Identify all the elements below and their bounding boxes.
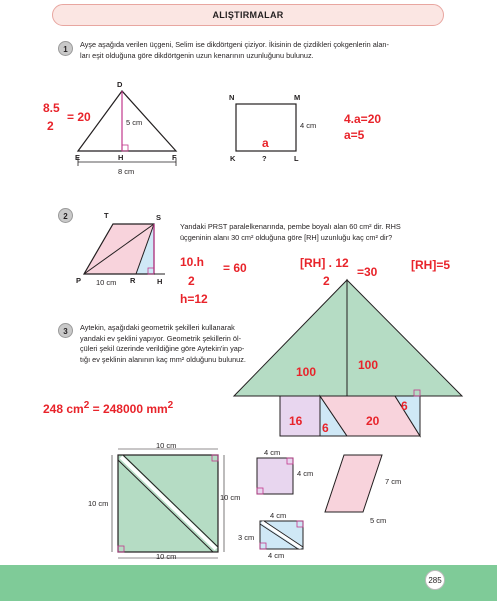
question-3-line3: çüleri şekil üzerinde verildiğine göre Aytekin'in yap- xyxy=(80,344,245,353)
hw-q1-r1: 4.a=20 xyxy=(344,112,382,126)
triangle-def xyxy=(78,91,176,166)
hw-house-right-tri: 6 xyxy=(401,399,408,413)
label-big-left: 10 cm xyxy=(88,499,109,508)
label-tri-bottom: 4 cm xyxy=(268,551,285,560)
label-h2: H xyxy=(157,277,163,286)
hw-q3-answer xyxy=(43,400,173,416)
label-r: R xyxy=(130,276,136,285)
label-para-bottom: 5 cm xyxy=(370,516,387,525)
label-big-bottom: 10 cm xyxy=(156,552,177,561)
label-big-top: 10 cm xyxy=(156,441,177,450)
question-2-line2: üçgeninin alanı 30 cm² olduğuna göre [RH] uzunluğu kaç cm² dir? xyxy=(180,232,393,242)
label-base-10: 10 cm xyxy=(96,278,117,287)
hw-house-para: 20 xyxy=(366,414,380,428)
label-f: F xyxy=(172,153,177,162)
hw-q1-a: a xyxy=(262,136,269,150)
hw-q1-den: 2 xyxy=(47,119,54,133)
label-small-sq-right: 4 cm xyxy=(297,469,314,478)
hw-q3-sup2: 2 xyxy=(167,400,174,411)
hw-q3-mm: = 248000 mm xyxy=(92,402,168,416)
hw-q2-num: 10.h xyxy=(180,255,205,269)
hw-q2-den: 2 xyxy=(188,274,195,288)
big-square-figure xyxy=(112,449,224,558)
question-3-text xyxy=(80,323,280,365)
hw-house-left-roof: 100 xyxy=(296,365,317,379)
small-square-figure xyxy=(257,458,293,494)
hw-house-square: 16 xyxy=(289,414,303,428)
label-l: L xyxy=(294,154,299,163)
question-3-line4: tığı ev şeklinin alanının kaç mm² olduğunu bulunuz. xyxy=(80,354,246,364)
hw-q2-rh-res: [RH]=5 xyxy=(411,258,451,272)
hw-q3-cm: 248 cm xyxy=(43,402,84,416)
pink-parallelogram-figure xyxy=(325,455,382,512)
hw-q2-eq: = 60 xyxy=(223,261,247,275)
label-big-right: 10 cm xyxy=(220,493,241,502)
label-height: 5 cm xyxy=(126,118,143,127)
hw-q1-r2: a=5 xyxy=(344,128,365,142)
section-title: ALIŞTIRMALAR xyxy=(212,10,284,20)
page-number: 285 xyxy=(425,570,445,590)
label-unknown: ? xyxy=(262,154,267,163)
question-3-number: 3 xyxy=(58,323,73,338)
label-h: H xyxy=(118,153,124,162)
hw-q1-num: 8.5 xyxy=(43,101,60,115)
label-d: D xyxy=(117,80,123,89)
parallelogram-prst xyxy=(84,224,165,274)
question-2-line1: Yandaki PRST paralelkenarında, pembe boyalı alan 60 cm² dir. RHS xyxy=(180,222,401,231)
question-3-line2: yandaki ev şeklini yapıyor. Geometrik şekillerin öl- xyxy=(80,333,242,343)
hw-house-right-roof: 100 xyxy=(358,358,379,372)
label-e: E xyxy=(75,153,81,162)
label-s: S xyxy=(156,213,162,222)
label-t: T xyxy=(104,211,109,220)
label-base: 8 cm xyxy=(118,167,135,176)
question-1-line1: Ayşe aşağıda verilen üçgeni, Selim ise dikdörtgeni çiziyor. İkisinin de çizdikleri çokgenlerin alan- xyxy=(80,40,389,49)
question-3-line1: Aytekin, aşağıdaki geometrik şekilleri kullanarak xyxy=(80,323,235,332)
hw-q1-eq: = 20 xyxy=(67,110,91,124)
question-1-number: 1 xyxy=(58,41,73,56)
question-1-line2: ları eşit olduğuna göre dikdörtgenin uzun kenarının uzunluğunu bulunuz. xyxy=(80,50,314,60)
label-tri-top: 4 cm xyxy=(270,511,287,520)
question-2-text xyxy=(180,222,470,243)
label-k: K xyxy=(230,154,236,163)
label-side: 4 cm xyxy=(300,121,317,130)
hw-q3-sup: 2 xyxy=(83,400,90,411)
small-triangles-figure xyxy=(260,521,303,549)
label-p: P xyxy=(76,276,82,285)
label-tri-left: 3 cm xyxy=(238,533,255,542)
hw-house-mid-tri: 6 xyxy=(322,421,329,435)
hw-q2-rh-den: 2 xyxy=(323,274,330,288)
label-n: N xyxy=(229,93,235,102)
hw-q2-rh-num: [RH] . 12 xyxy=(300,256,349,270)
label-m: M xyxy=(294,93,301,102)
page-footer xyxy=(0,565,497,601)
hw-q2-h: h=12 xyxy=(180,292,208,306)
label-para-right: 7 cm xyxy=(385,477,402,486)
question-2-number: 2 xyxy=(58,208,73,223)
hw-q2-rh-eq: =30 xyxy=(357,265,378,279)
label-small-sq-top: 4 cm xyxy=(264,448,281,457)
